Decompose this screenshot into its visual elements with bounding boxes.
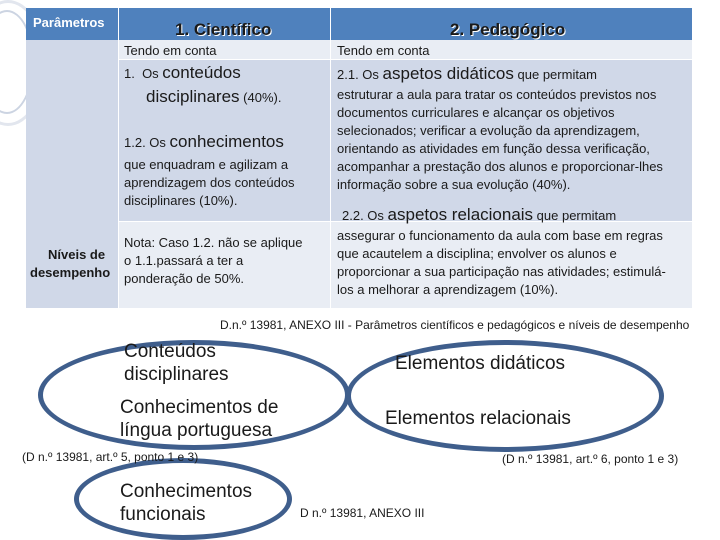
col1-item12-prefix: 1.2. Os <box>124 135 170 150</box>
col1-item1-line2 <box>146 87 281 107</box>
left-reference: (D n.º 13981, art.º 5, ponto 1 e 3) <box>22 450 199 464</box>
bottom-item-functional <box>120 480 252 526</box>
col2-item22-line: los a melhorar a aprendizagem (10%). <box>337 282 559 297</box>
col1-item1-pct: (40%). <box>239 90 282 105</box>
left-item-content <box>124 340 229 386</box>
col1-item12-line: aprendizagem dos conteúdos <box>124 175 295 190</box>
col1-note-line: ponderação de 50%. <box>124 271 244 286</box>
header-col2 <box>331 8 692 40</box>
col2-intro: Tendo em conta <box>337 43 430 58</box>
col1-item1 <box>124 63 241 83</box>
col2-item21-text <box>337 86 663 194</box>
col1-item12-term: conhecimentos <box>169 132 284 151</box>
col2-item21-suffix: que permitam <box>513 67 597 82</box>
left-item-line: Conhecimentos de <box>120 397 279 418</box>
col1-item12 <box>124 132 284 152</box>
col1-item1-term2: disciplinares <box>146 87 240 106</box>
col1-item1-term: conteúdos <box>162 63 241 82</box>
col2-item21-line: estruturar a aula para tratar os conteúdos previstos nos <box>337 87 657 102</box>
left-item-line: Conteúdos <box>124 341 216 362</box>
row-label-line-2: desempenho <box>30 265 111 280</box>
col2-item22 <box>342 205 616 225</box>
right-item-didactic: Elementos didáticos <box>395 353 566 374</box>
left-item-language <box>120 396 278 442</box>
header-col1-label: 1. Científico <box>175 20 272 39</box>
band-divider-1 <box>119 59 692 60</box>
col2-item21-line: orientando as atividades em função dessa verificação, <box>337 141 650 156</box>
col2-item22-term: aspetos relacionais <box>387 205 534 224</box>
col1-note-line: Nota: Caso 1.2. não se aplique <box>124 235 303 250</box>
col2-item21-prefix: 2.1. Os <box>337 67 383 82</box>
bottom-item-line: Conhecimentos <box>120 481 253 502</box>
bottom-reference: D n.º 13981, ANEXO III <box>300 506 425 520</box>
col-divider <box>330 40 331 308</box>
col2-item21-line: acompanhar a prestação dos alunos e proporcionar-lhes <box>337 159 663 174</box>
col2-item22-line: proporcionar a sua participação nas atividades; estimulá- <box>337 264 666 279</box>
col2-item22-suffix: que permitam <box>533 208 617 223</box>
right-reference: (D n.º 13981, art.º 6, ponto 1 e 3) <box>502 452 679 466</box>
source-caption: D.n.º 13981, ANEXO III - Parâmetros científicos e pedagógicos e níveis de desempenho <box>220 318 690 332</box>
col2-item22-prefix: 2.2. Os <box>342 208 388 223</box>
col1-intro: Tendo em conta <box>124 43 217 58</box>
row-label-line-1: Níveis de <box>48 247 106 262</box>
col1-note-line: o 1.1.passará a ter a <box>124 253 244 268</box>
col2-item21-line: documentos curriculares e alcançar os objetivos <box>337 105 615 120</box>
col1-item12-line: que enquadram e agilizam a <box>124 157 289 172</box>
left-item-line: língua portuguesa <box>120 420 273 441</box>
col1-note <box>124 234 303 288</box>
header-col1 <box>119 8 330 40</box>
header-corner <box>26 8 118 40</box>
header-corner-label: Parâmetros <box>33 15 105 30</box>
col2-item21 <box>337 64 597 84</box>
col2-item22-line: que acautelem a disciplina; envolver os alunos e <box>337 246 617 261</box>
col1-item12-line: disciplinares (10%). <box>124 193 238 208</box>
bottom-item-line: funcionais <box>120 504 206 525</box>
left-item-line: disciplinares <box>124 364 229 385</box>
col2-item22-line: assegurar o funcionamento da aula com base em regras <box>337 228 663 243</box>
col2-item21-line: selecionados; verificar a evolução da aprendizagem, <box>337 123 640 138</box>
header-col2-label: 2. Pedagógico <box>450 20 566 39</box>
col2-item22-text <box>337 227 666 299</box>
col2-item21-term: aspetos didáticos <box>382 64 514 83</box>
col2-item21-line: informação sobre a sua evolução (40%). <box>337 177 571 192</box>
right-item-relational: Elementos relacionais <box>385 408 571 429</box>
col1-item12-text <box>124 156 295 210</box>
col1-item1-prefix: 1. Os <box>124 66 163 81</box>
